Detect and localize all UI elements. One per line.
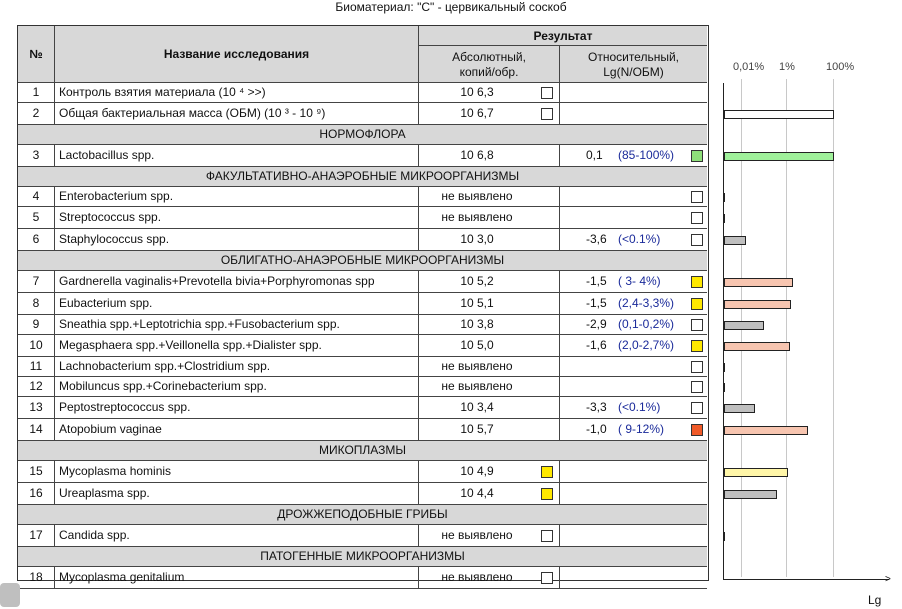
absolute-value: 10 5,1 bbox=[460, 296, 494, 310]
test-name: Mycoplasma hominis bbox=[55, 461, 419, 482]
absolute-value: 10 3,8 bbox=[460, 317, 494, 331]
section-header bbox=[18, 125, 707, 145]
relative-cell bbox=[560, 335, 707, 356]
row-number: 9 bbox=[18, 315, 55, 334]
relative-value: 0,1 bbox=[586, 148, 603, 162]
absolute-cell bbox=[419, 377, 560, 396]
header-relative-line1: Относительный, bbox=[587, 50, 679, 64]
absolute-indicator bbox=[541, 530, 553, 542]
relative-indicator bbox=[691, 424, 703, 436]
table-row bbox=[18, 187, 707, 207]
section-header bbox=[18, 547, 707, 567]
row-number: 15 bbox=[18, 461, 55, 482]
section-header bbox=[18, 251, 707, 271]
relative-range: (<0.1%) bbox=[618, 400, 661, 414]
absolute-indicator bbox=[541, 87, 553, 99]
absolute-cell bbox=[419, 525, 560, 546]
abundance-chart bbox=[720, 55, 902, 609]
results-table bbox=[17, 25, 709, 584]
relative-indicator bbox=[691, 234, 703, 246]
abundance-bar bbox=[724, 193, 725, 202]
section-label: ОБЛИГАТНО-АНАЭРОБНЫЕ МИКРООРГАНИЗМЫ bbox=[220, 253, 505, 267]
section-label: ПАТОГЕННЫЕ МИКРООРГАНИЗМЫ bbox=[260, 549, 465, 563]
row-number: 13 bbox=[18, 397, 55, 418]
chart-x-label: Lg bbox=[868, 593, 882, 607]
header-absolute-line2: копий/обр. bbox=[459, 65, 519, 79]
header-absolute bbox=[419, 46, 560, 82]
table-row bbox=[18, 419, 707, 441]
relative-indicator bbox=[691, 340, 703, 352]
relative-range: (2,4-3,3%) bbox=[618, 296, 675, 310]
section-label: ФАКУЛЬТАТИВНО-АНАЭРОБНЫЕ МИКРООРГАНИЗМЫ bbox=[205, 169, 520, 183]
section-header bbox=[18, 167, 707, 187]
table-row bbox=[18, 525, 707, 547]
absolute-cell bbox=[419, 271, 560, 292]
relative-value: -3,3 bbox=[586, 400, 607, 414]
chart-tick-label: 1% bbox=[779, 61, 795, 73]
table-header bbox=[18, 26, 707, 83]
absolute-value: 10 6,8 bbox=[460, 148, 494, 162]
relative-indicator bbox=[691, 361, 703, 373]
absolute-value: не выявлено bbox=[441, 528, 513, 542]
test-name: Gardnerella vaginalis+Prevotella bivia+Porphyromonas spp bbox=[55, 271, 419, 292]
table-row bbox=[18, 397, 707, 419]
abundance-bar bbox=[724, 490, 777, 499]
abundance-bar bbox=[724, 426, 808, 435]
relative-indicator bbox=[691, 276, 703, 288]
relative-cell bbox=[560, 377, 707, 396]
absolute-value: 10 6,3 bbox=[460, 85, 494, 99]
header-result: Результат bbox=[419, 26, 707, 46]
abundance-bar bbox=[724, 321, 764, 330]
relative-range: ( 9-12%) bbox=[618, 422, 665, 436]
section-label: ДРОЖЖЕПОДОБНЫЕ ГРИБЫ bbox=[277, 507, 448, 521]
section-header bbox=[18, 441, 707, 461]
absolute-value: 10 3,0 bbox=[460, 232, 494, 246]
absolute-value: не выявлено bbox=[441, 570, 513, 584]
absolute-value: не выявлено bbox=[441, 189, 513, 203]
absolute-cell bbox=[419, 315, 560, 334]
absolute-value: 10 4,9 bbox=[460, 464, 494, 478]
absolute-cell bbox=[419, 397, 560, 418]
table-row bbox=[18, 461, 707, 483]
absolute-value: 10 5,7 bbox=[460, 422, 494, 436]
relative-value: -1,5 bbox=[586, 296, 607, 310]
test-name: Контроль взятия материала (10 ⁴ >>) bbox=[55, 83, 419, 102]
relative-cell bbox=[560, 483, 707, 504]
chart-x-axis bbox=[723, 579, 889, 580]
abundance-bar bbox=[724, 383, 725, 392]
test-name: Staphylococcus spp. bbox=[55, 229, 419, 250]
row-number: 3 bbox=[18, 145, 55, 166]
relative-value: -1,5 bbox=[586, 274, 607, 288]
abundance-bar bbox=[724, 152, 834, 161]
relative-range: ( 3- 4%) bbox=[618, 274, 661, 288]
relative-value: -2,9 bbox=[586, 317, 607, 331]
absolute-value: не выявлено bbox=[441, 210, 513, 224]
absolute-value: 10 4,4 bbox=[460, 486, 494, 500]
report-title: Биоматериал: "С" - цервикальный соскоб bbox=[335, 0, 567, 14]
abundance-bar bbox=[724, 110, 834, 119]
absolute-indicator bbox=[541, 108, 553, 120]
section-header bbox=[18, 505, 707, 525]
abundance-bar bbox=[724, 278, 793, 287]
section-label: НОРМОФЛОРА bbox=[319, 127, 406, 141]
test-name: Eubacterium spp. bbox=[55, 293, 419, 314]
relative-indicator bbox=[691, 150, 703, 162]
test-name: Candida spp. bbox=[55, 525, 419, 546]
relative-indicator bbox=[691, 319, 703, 331]
relative-cell bbox=[560, 293, 707, 314]
absolute-indicator bbox=[541, 466, 553, 478]
table-row bbox=[18, 335, 707, 357]
absolute-cell bbox=[419, 83, 560, 102]
header-relative-line2: Lg(N/ОБМ) bbox=[603, 65, 664, 79]
relative-range: (0,1-0,2%) bbox=[618, 317, 675, 331]
test-name: Mycoplasma genitalium bbox=[55, 567, 419, 588]
absolute-cell bbox=[419, 419, 560, 440]
test-name: Streptococcus spp. bbox=[55, 207, 419, 228]
table-row bbox=[18, 315, 707, 335]
row-number: 14 bbox=[18, 419, 55, 440]
row-number: 18 bbox=[18, 567, 55, 588]
abundance-bar bbox=[724, 532, 725, 541]
header-name: Название исследования bbox=[55, 26, 419, 82]
relative-value: -1,0 bbox=[586, 422, 607, 436]
absolute-cell bbox=[419, 461, 560, 482]
test-name: Enterobacterium spp. bbox=[55, 187, 419, 206]
absolute-cell bbox=[419, 335, 560, 356]
relative-value: -1,6 bbox=[586, 338, 607, 352]
relative-cell bbox=[560, 145, 707, 166]
table-row bbox=[18, 377, 707, 397]
relative-range: (85-100%) bbox=[618, 148, 675, 162]
row-number: 1 bbox=[18, 83, 55, 102]
abundance-bar bbox=[724, 342, 790, 351]
test-name: Atopobium vaginae bbox=[55, 419, 419, 440]
test-name: Ureaplasma spp. bbox=[55, 483, 419, 504]
abundance-bar bbox=[724, 404, 755, 413]
relative-cell bbox=[560, 525, 707, 546]
row-number: 12 bbox=[18, 377, 55, 396]
absolute-indicator bbox=[541, 572, 553, 584]
header-relative bbox=[560, 46, 707, 82]
row-number: 17 bbox=[18, 525, 55, 546]
table-row bbox=[18, 271, 707, 293]
relative-value: -3,6 bbox=[586, 232, 607, 246]
header-absolute-line1: Абсолютный, bbox=[452, 50, 526, 64]
absolute-cell bbox=[419, 567, 560, 588]
chart-arrow-head: > bbox=[885, 574, 891, 585]
table-row bbox=[18, 229, 707, 251]
scrollbar-handle[interactable] bbox=[0, 583, 20, 607]
test-name: Общая бактериальная масса (ОБМ) (10 ³ - 10 ⁹) bbox=[55, 103, 419, 124]
abundance-bar bbox=[724, 300, 791, 309]
table-row bbox=[18, 83, 707, 103]
relative-cell bbox=[560, 567, 707, 588]
absolute-cell bbox=[419, 483, 560, 504]
row-number: 10 bbox=[18, 335, 55, 356]
abundance-bar bbox=[724, 468, 788, 477]
table-row bbox=[18, 103, 707, 125]
section-label: МИКОПЛАЗМЫ bbox=[318, 443, 407, 457]
relative-cell bbox=[560, 419, 707, 440]
row-number: 7 bbox=[18, 271, 55, 292]
test-name: Sneathia spp.+Leptotrichia spp.+Fusobacterium spp. bbox=[55, 315, 419, 334]
relative-indicator bbox=[691, 298, 703, 310]
absolute-value: не выявлено bbox=[441, 379, 513, 393]
absolute-value: 10 5,0 bbox=[460, 338, 494, 352]
relative-cell bbox=[560, 461, 707, 482]
relative-indicator bbox=[691, 402, 703, 414]
absolute-value: 10 3,4 bbox=[460, 400, 494, 414]
relative-cell bbox=[560, 315, 707, 334]
absolute-value: 10 6,7 bbox=[460, 106, 494, 120]
relative-cell bbox=[560, 271, 707, 292]
absolute-cell bbox=[419, 145, 560, 166]
absolute-cell bbox=[419, 207, 560, 228]
test-name: Megasphaera spp.+Veillonella spp.+Dialister spp. bbox=[55, 335, 419, 356]
table-row bbox=[18, 207, 707, 229]
relative-cell bbox=[560, 103, 707, 124]
header-num: № bbox=[18, 26, 55, 82]
relative-cell bbox=[560, 207, 707, 228]
row-number: 8 bbox=[18, 293, 55, 314]
abundance-bar bbox=[724, 214, 725, 223]
abundance-bar bbox=[724, 363, 725, 372]
row-number: 16 bbox=[18, 483, 55, 504]
absolute-value: 10 5,2 bbox=[460, 274, 494, 288]
abundance-bar bbox=[724, 236, 746, 245]
relative-indicator bbox=[691, 381, 703, 393]
absolute-cell bbox=[419, 103, 560, 124]
row-number: 6 bbox=[18, 229, 55, 250]
row-number: 2 bbox=[18, 103, 55, 124]
chart-tick-label: 0,01% bbox=[733, 61, 765, 73]
relative-cell bbox=[560, 83, 707, 102]
row-number: 11 bbox=[18, 357, 55, 376]
table-row bbox=[18, 145, 707, 167]
test-name: Lachnobacterium spp.+Clostridium spp. bbox=[55, 357, 419, 376]
test-name: Peptostreptococcus spp. bbox=[55, 397, 419, 418]
table-row bbox=[18, 483, 707, 505]
relative-range: (<0.1%) bbox=[618, 232, 661, 246]
relative-indicator bbox=[691, 212, 703, 224]
chart-tick-label: 100% bbox=[826, 61, 855, 73]
absolute-cell bbox=[419, 293, 560, 314]
row-number: 5 bbox=[18, 207, 55, 228]
table-row bbox=[18, 567, 707, 589]
absolute-value: не выявлено bbox=[441, 359, 513, 373]
table-row bbox=[18, 357, 707, 377]
table-row bbox=[18, 293, 707, 315]
absolute-cell bbox=[419, 229, 560, 250]
absolute-cell bbox=[419, 187, 560, 206]
relative-cell bbox=[560, 357, 707, 376]
relative-indicator bbox=[691, 191, 703, 203]
absolute-indicator bbox=[541, 488, 553, 500]
relative-cell bbox=[560, 187, 707, 206]
relative-cell bbox=[560, 397, 707, 418]
test-name: Mobiluncus spp.+Corinebacterium spp. bbox=[55, 377, 419, 396]
row-number: 4 bbox=[18, 187, 55, 206]
relative-range: (2,0-2,7%) bbox=[618, 338, 675, 352]
relative-cell bbox=[560, 229, 707, 250]
test-name: Lactobacillus spp. bbox=[55, 145, 419, 166]
absolute-cell bbox=[419, 357, 560, 376]
